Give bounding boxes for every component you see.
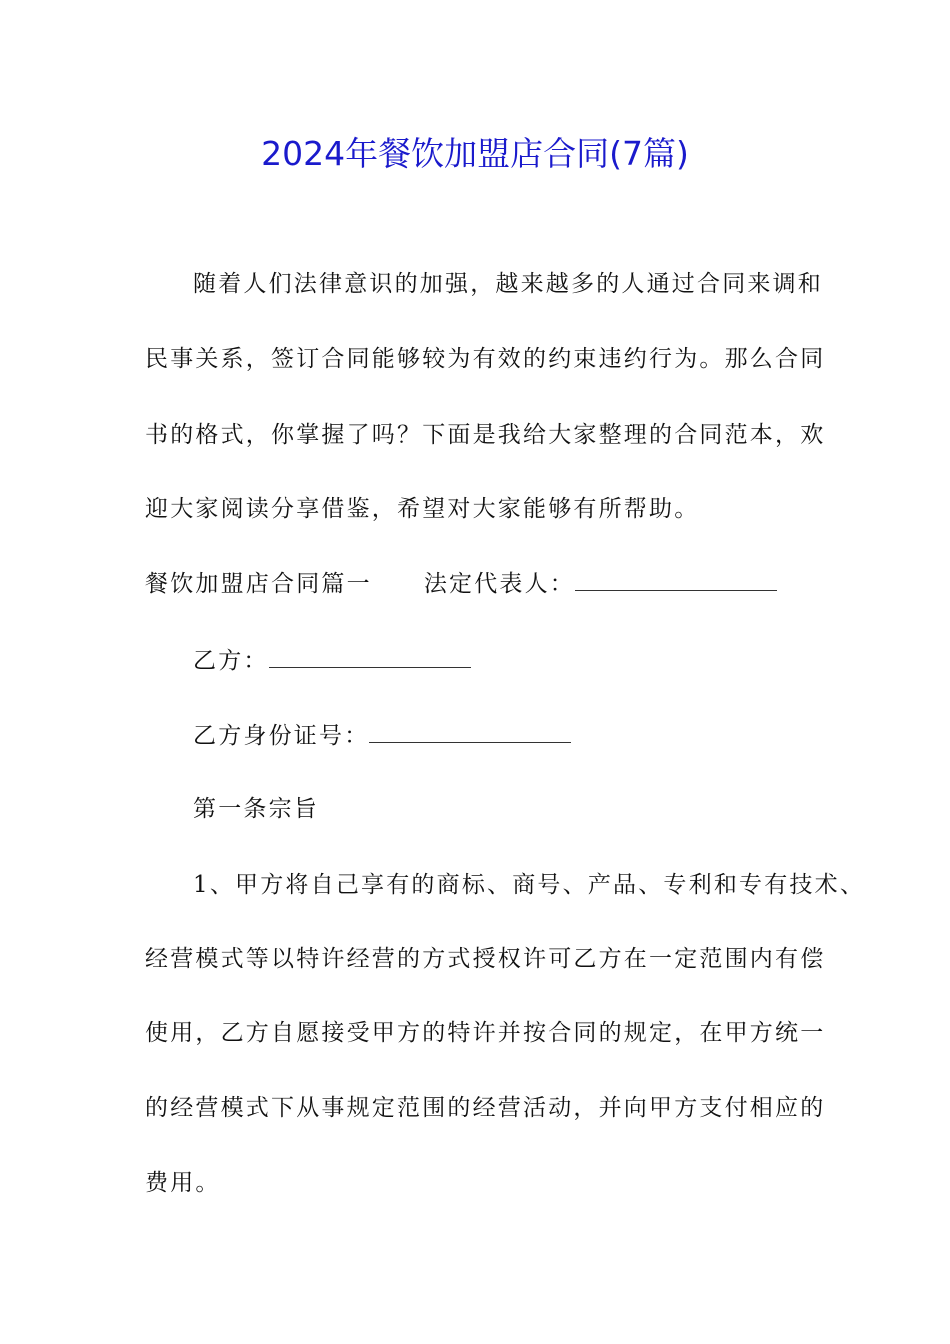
party-b-row [193,642,471,680]
party-b-blank [269,647,471,668]
document-title: 2024年餐饮加盟店合同(7篇) [261,134,689,173]
article-line: 费用。 [145,1170,221,1196]
article-title: 第一条宗旨 [193,796,319,822]
article-line: 经营模式等以特许经营的方式授权许可乙方在一定范围内有偿 [145,946,826,972]
section-heading: 餐饮加盟店合同篇一 [145,571,372,597]
intro-line: 民事关系，签订合同能够较为有效的约束违约行为。那么合同 [145,346,826,372]
intro-line: 书的格式，你掌握了吗？下面是我给大家整理的合同范本，欢 [145,422,826,448]
section-heading-row [145,565,777,603]
article-line: 的经营模式下从事规定范围的经营活动，并向甲方支付相应的 [145,1095,826,1121]
article-line: 使用，乙方自愿接受甲方的特许并按合同的规定，在甲方统一 [145,1020,826,1046]
party-b-id-label: 乙方身份证号： [193,723,370,749]
article-line: 1、甲方将自己享有的商标、商号、产品、专利和专有技术、 [193,872,866,898]
intro-line: 随着人们法律意识的加强，越来越多的人通过合同来调和 [193,271,823,297]
party-b-id-row [193,717,571,755]
legal-rep-blank [575,570,777,591]
intro-line: 迎大家阅读分享借鉴，希望对大家能够有所帮助。 [145,496,700,522]
legal-rep-label: 法定代表人： [423,571,576,597]
party-b-id-blank [369,722,571,743]
party-b-label: 乙方： [193,648,269,674]
